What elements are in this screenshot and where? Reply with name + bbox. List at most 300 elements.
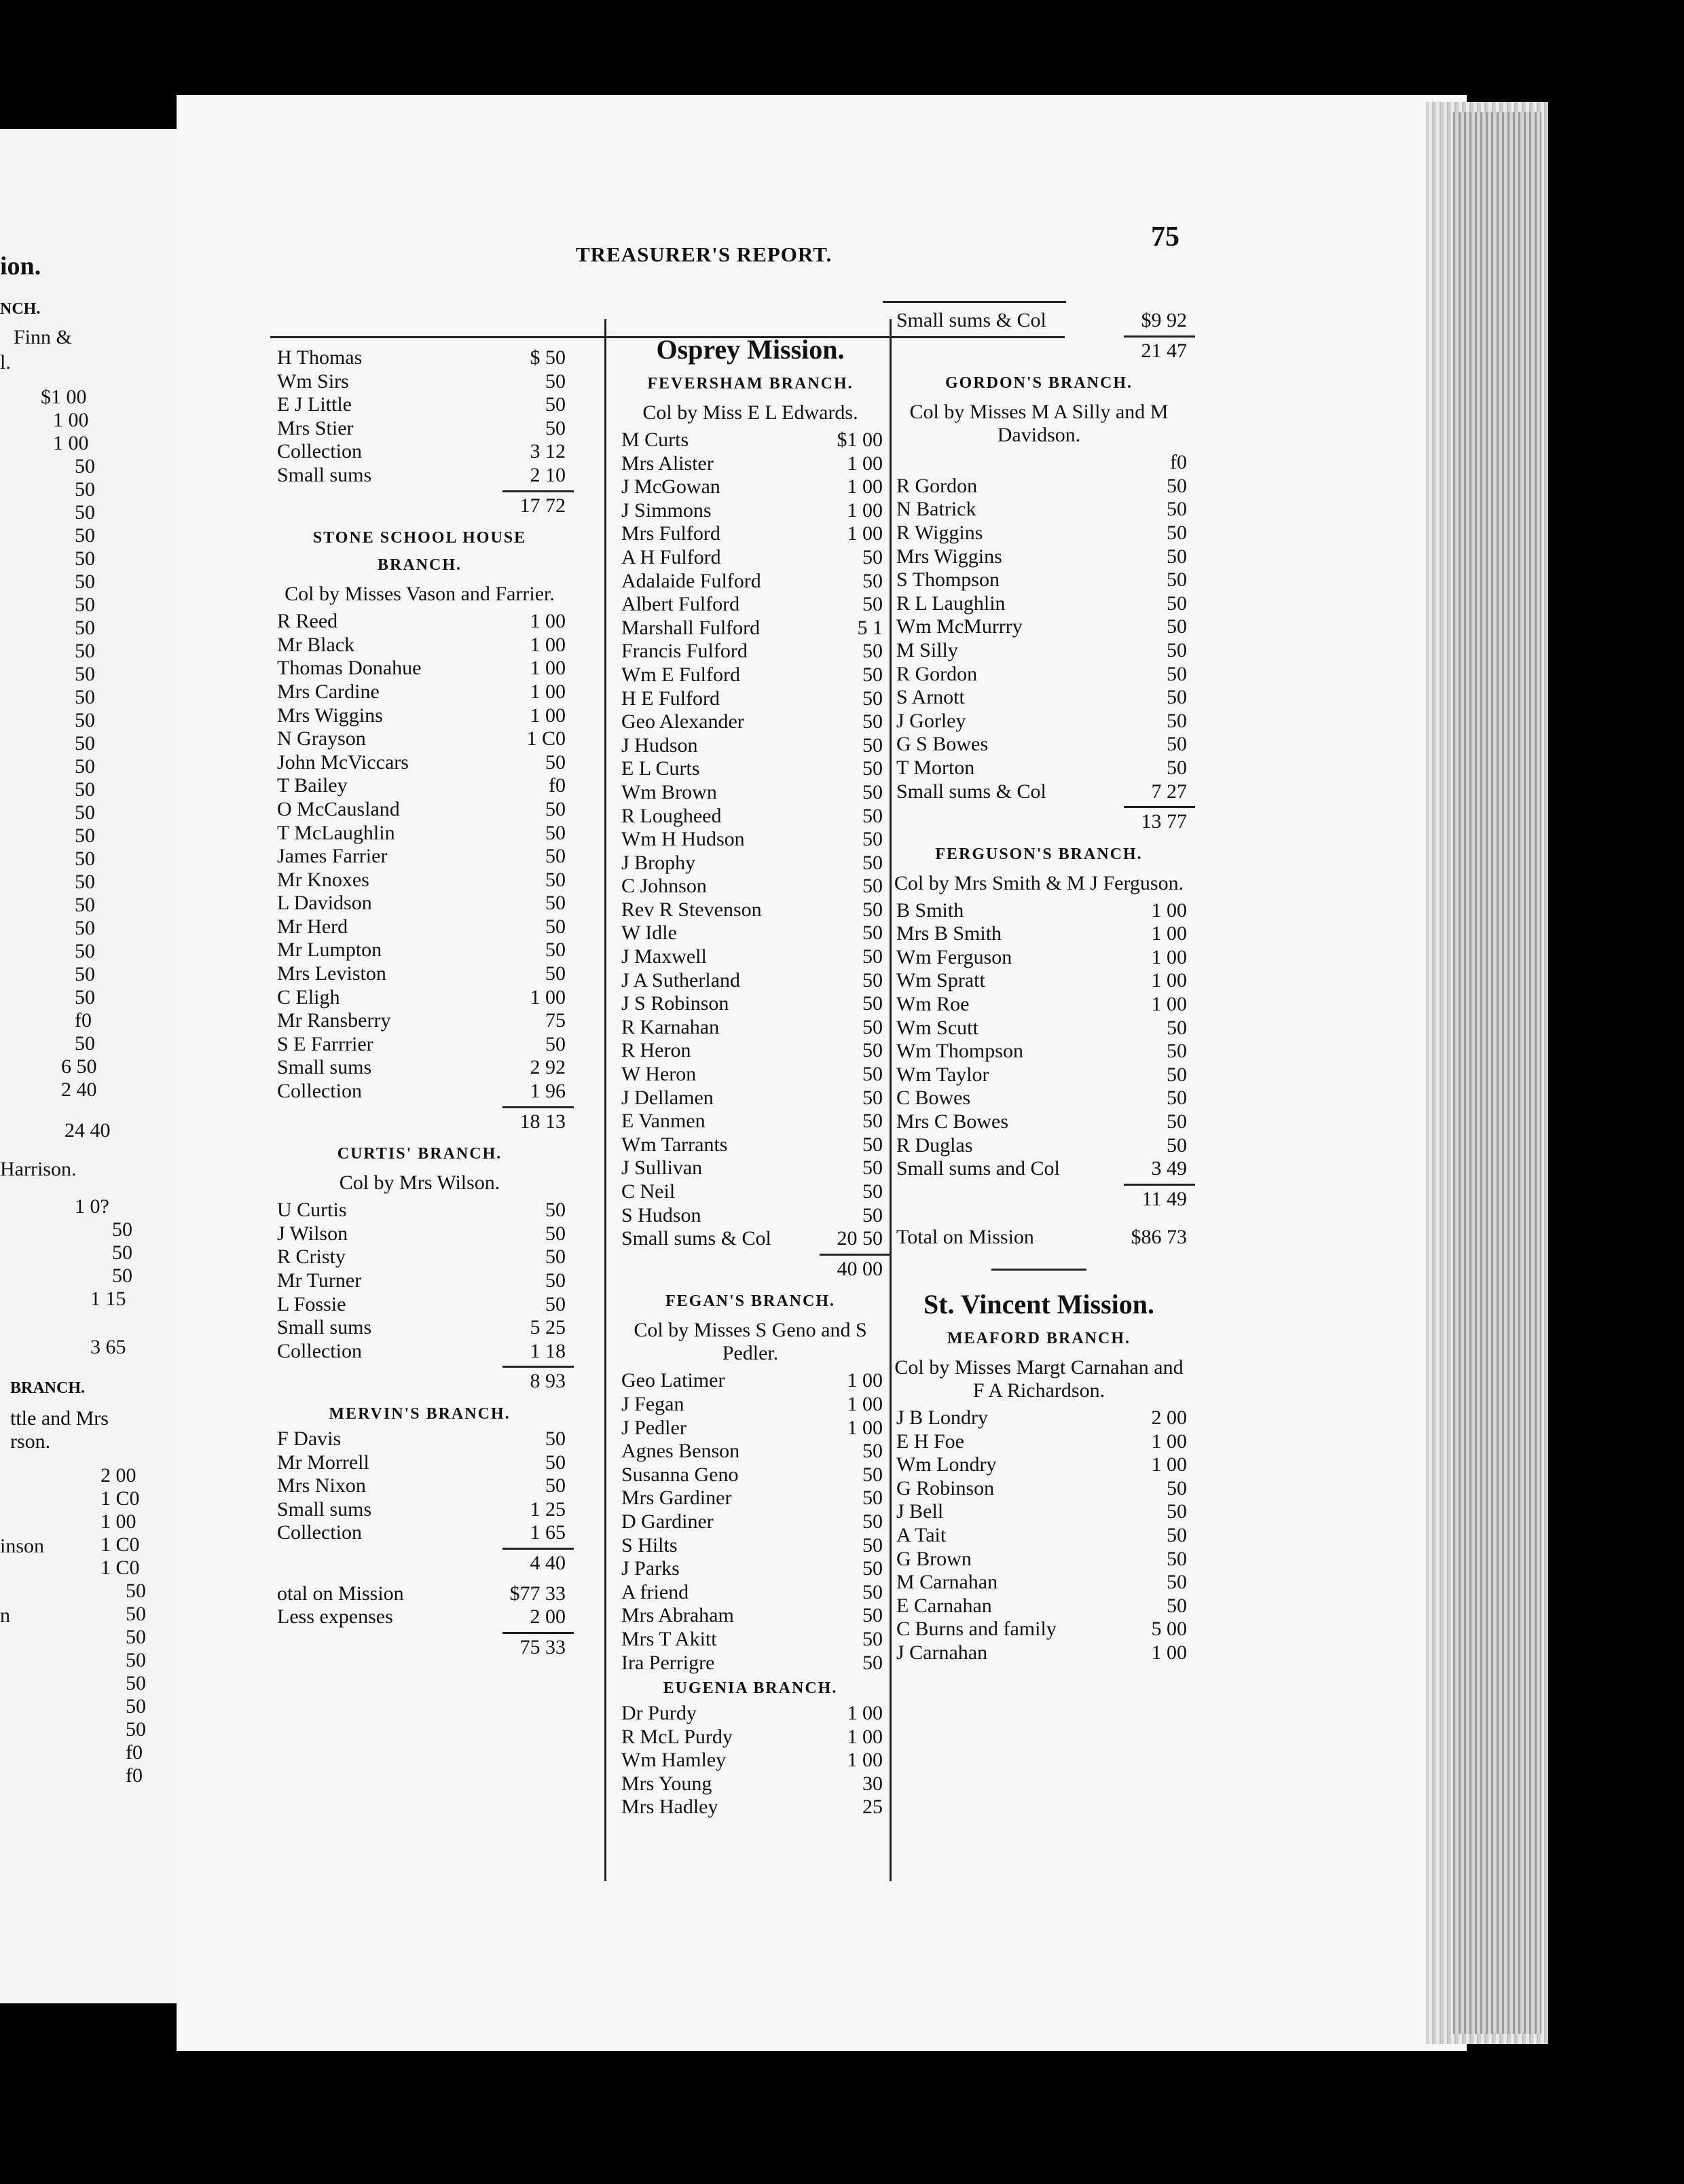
left-page-text: 50 — [126, 1649, 146, 1671]
left-page-text: 50 — [75, 755, 95, 778]
entry-row — [890, 1500, 1188, 1524]
entry-row — [270, 1474, 569, 1498]
entry-name: Ira Perrigre — [621, 1651, 715, 1674]
entry-amount: 2 00 — [1151, 1406, 1187, 1429]
entry-row — [615, 429, 886, 452]
subtotal-amount: 21 47 — [1141, 339, 1187, 362]
entry-row — [615, 1628, 886, 1652]
entry-row — [890, 522, 1188, 545]
entry-name: Rev R Stevenson — [621, 898, 762, 921]
entry-name: T McLaughlin — [277, 821, 395, 844]
entry-name: J Fegan — [621, 1392, 684, 1415]
entry-amount: 50 — [862, 1180, 883, 1203]
entry-name: J Brophy — [621, 851, 696, 874]
entry-row — [615, 452, 886, 476]
entry-amount: 1 00 — [1151, 969, 1187, 992]
subtotal-row — [270, 1110, 569, 1134]
column-divider-1 — [604, 319, 606, 1881]
entry-row — [615, 1749, 886, 1772]
entry-name: G Robinson — [896, 1476, 995, 1499]
entry-row — [890, 568, 1188, 592]
entry-amount: 50 — [545, 750, 566, 774]
entry-row — [615, 1604, 886, 1628]
collector-line: Col by Misses S Geno and S Pedler. — [634, 1319, 867, 1365]
entry-row — [615, 1557, 886, 1581]
subtotal-amount: 40 00 — [837, 1257, 883, 1280]
entry-amount: 1 18 — [530, 1339, 566, 1362]
entry-row — [890, 592, 1188, 616]
entry-amount: 50 — [1167, 1594, 1187, 1617]
entry-name: Wm Sirs — [277, 369, 349, 393]
entry-name: O McCausland — [277, 797, 400, 820]
entry-name: John McViccars — [277, 750, 409, 774]
entry-amount: 50 — [862, 687, 883, 710]
entry-row — [270, 1316, 569, 1340]
entry-name: Geo Alexander — [621, 710, 744, 733]
entry-amount: 50 — [1167, 1547, 1187, 1570]
entry-row — [615, 1204, 886, 1228]
subtotal-row — [270, 494, 569, 518]
entry-amount: 50 — [862, 710, 883, 733]
page-edges-inner — [1453, 112, 1541, 2034]
entry-name: Wm Taylor — [896, 1063, 989, 1086]
entry-name: Mr Knoxes — [277, 868, 369, 891]
entry-row — [615, 1440, 886, 1463]
left-page-text: 50 — [75, 709, 95, 731]
entry-name: Small sums & Col — [621, 1227, 771, 1250]
entry-row — [890, 639, 1188, 663]
entry-amount: 50 — [862, 968, 883, 991]
entry-name: Mrs C Bowes — [896, 1110, 1009, 1133]
entry-amount: 50 — [862, 780, 883, 803]
entry-row — [270, 1293, 569, 1317]
entry-name: Adalaide Fulford — [621, 569, 761, 592]
left-page-text: 50 — [75, 917, 95, 939]
entry-name: R Duglas — [896, 1133, 973, 1157]
left-page-text: 1 0? — [75, 1195, 109, 1218]
entry-row — [270, 346, 569, 370]
entry-row — [270, 1340, 569, 1364]
entry-amount: 50 — [545, 962, 566, 985]
section-rule — [991, 1269, 1086, 1271]
entry-amount: 50 — [545, 1245, 566, 1269]
entry-row — [615, 1157, 886, 1180]
left-page-text: Harrison. — [0, 1158, 77, 1180]
entry-amount: 50 — [545, 915, 566, 938]
entry-name: A friend — [621, 1580, 689, 1603]
left-page-text: 50 — [75, 455, 95, 477]
entry-row — [270, 751, 569, 775]
entry-amount: 50 — [862, 804, 883, 827]
entry-amount: 50 — [1167, 709, 1187, 732]
entry-name: C Neil — [621, 1180, 676, 1203]
entry-name: Collection — [277, 1521, 362, 1544]
entry-row — [615, 852, 886, 875]
left-page-text: 50 — [75, 848, 95, 870]
entry-amount: 1 C0 — [526, 727, 566, 750]
entry-name: J Pedler — [621, 1416, 687, 1439]
entry-row — [890, 1040, 1188, 1063]
entry-amount: 50 — [545, 1451, 566, 1474]
entry-row — [890, 922, 1188, 946]
entry-amount: 50 — [545, 892, 566, 915]
entry-amount: 50 — [862, 733, 883, 757]
header-rule-right — [883, 301, 1066, 303]
left-page-text: 50 — [75, 617, 95, 639]
left-page-text: $1 00 — [41, 386, 87, 408]
entry-row — [615, 1463, 886, 1487]
left-page-text: f0 — [126, 1764, 143, 1787]
left-page-text: l. — [0, 351, 11, 374]
entry-amount: 50 — [1167, 474, 1187, 497]
entry-name: R Cristy — [277, 1245, 346, 1269]
entry-name: Wm Brown — [621, 780, 717, 803]
entry-amount: 50 — [1167, 545, 1187, 568]
left-page-text: 2 00 — [100, 1464, 136, 1487]
entry-amount: $1 00 — [837, 429, 883, 451]
entry-amount: 50 — [1167, 1016, 1187, 1039]
entry-amount: 25 — [862, 1796, 883, 1819]
left-page-text: 50 — [112, 1218, 132, 1241]
entry-row — [615, 1227, 886, 1251]
entry-row — [615, 734, 886, 758]
entry-row — [270, 1498, 569, 1522]
entry-row — [890, 969, 1188, 993]
entry-amount: 1 00 — [847, 1392, 883, 1415]
entry-name: M Carnahan — [896, 1571, 998, 1594]
branch-heading: BRANCH. — [377, 556, 462, 575]
entry-name: U Curtis — [277, 1199, 347, 1222]
left-page-text: rson. — [10, 1430, 51, 1453]
entry-name: Less expenses — [277, 1605, 393, 1628]
entry-row — [270, 1056, 569, 1080]
left-page-text: ttle and Mrs — [10, 1407, 109, 1430]
entry-row — [615, 1726, 886, 1749]
entry-row — [890, 1571, 1188, 1595]
left-page-text: 50 — [75, 547, 95, 570]
entry-row — [615, 1652, 886, 1675]
entry-amount: 1 00 — [530, 985, 566, 1008]
entry-amount: 50 — [1167, 1133, 1187, 1157]
entry-row — [615, 1417, 886, 1440]
entry-name: W Heron — [621, 1063, 697, 1086]
entry-amount: 50 — [545, 369, 566, 393]
entry-amount: f0 — [1170, 451, 1187, 474]
entry-row — [615, 945, 886, 969]
entry-name: Wm Ferguson — [896, 945, 1012, 968]
entry-amount: 50 — [862, 663, 883, 686]
entry-name: J Bell — [896, 1500, 944, 1523]
entry-amount: 50 — [862, 1110, 883, 1133]
entry-name: Wm Scutt — [896, 1016, 978, 1039]
left-page-text: 50 — [75, 594, 95, 616]
left-page-text: Finn & — [14, 326, 72, 348]
left-page-text: 50 — [75, 686, 95, 708]
entry-amount: 2 10 — [530, 463, 566, 486]
entry-amount: 50 — [545, 416, 566, 439]
entry-row — [270, 962, 569, 986]
entry-name: E H Foe — [896, 1430, 964, 1453]
left-page-text: 50 — [112, 1241, 132, 1264]
left-page-text: 50 — [75, 940, 95, 962]
entry-row — [890, 475, 1188, 498]
subtotal-row — [890, 340, 1188, 363]
entry-name: J Gorley — [896, 709, 966, 732]
left-page-text: f0 — [126, 1741, 143, 1764]
entry-amount: 50 — [1167, 1476, 1187, 1499]
entry-name: R McL Purdy — [621, 1725, 733, 1748]
entry-name: E Carnahan — [896, 1594, 992, 1617]
entry-row — [890, 545, 1188, 569]
entry-amount: 50 — [1167, 1063, 1187, 1086]
entry-name: J Wilson — [277, 1222, 348, 1245]
entry-amount: 50 — [545, 939, 566, 962]
entry-row — [890, 1641, 1188, 1665]
page-number: 75 — [1151, 221, 1179, 253]
left-page-text: 50 — [75, 963, 95, 985]
entry-row — [270, 464, 569, 488]
entry-name: Wm E Fulford — [621, 663, 740, 686]
entry-amount: 50 — [862, 1487, 883, 1510]
entry-row — [615, 1087, 886, 1110]
entry-row — [890, 1110, 1188, 1134]
entry-amount: 50 — [862, 1440, 883, 1463]
entry-name: C Bowes — [896, 1087, 971, 1110]
entry-row — [890, 1134, 1188, 1158]
entry-name: W Idle — [621, 922, 677, 945]
entry-name: M Silly — [896, 638, 958, 661]
entry-name: Thomas Donahue — [277, 657, 422, 680]
entry-amount: 50 — [545, 1292, 566, 1315]
entry-name: R Heron — [621, 1039, 691, 1062]
entry-amount: 50 — [545, 1269, 566, 1292]
entry-amount: 50 — [862, 1203, 883, 1226]
entry-name: J S Robinson — [621, 992, 729, 1015]
left-page-text: f0 — [75, 1009, 92, 1032]
collector-line: Col by Misses Vason and Farrier. — [285, 583, 555, 606]
entry-amount: 5 25 — [530, 1316, 566, 1339]
entry-row — [270, 440, 569, 464]
entry-amount: 1 00 — [530, 633, 566, 656]
entry-row — [615, 1369, 886, 1393]
entry-name: L Davidson — [277, 892, 372, 915]
entry-row — [270, 892, 569, 915]
entry-amount: $86 73 — [1131, 1226, 1187, 1249]
entry-amount: 2 92 — [530, 1056, 566, 1079]
entry-amount: 50 — [862, 593, 883, 616]
entry-name: Francis Fulford — [621, 640, 748, 663]
entry-amount: 50 — [1167, 1087, 1187, 1110]
entry-row — [890, 899, 1188, 923]
entry-amount: 50 — [862, 1086, 883, 1109]
left-page-text: 50 — [126, 1695, 146, 1717]
entry-name: Small sums & Col — [896, 309, 1046, 331]
collector-line: Col by Mrs Smith & M J Ferguson. — [894, 871, 1184, 894]
entry-amount: 50 — [545, 1222, 566, 1245]
left-page-text: 50 — [126, 1580, 146, 1602]
entry-name: Wm Roe — [896, 993, 970, 1016]
entry-amount: 50 — [545, 1474, 566, 1497]
entry-name: M Curts — [621, 429, 689, 451]
entry-row — [270, 1451, 569, 1475]
left-page-text: 1 00 — [53, 409, 89, 431]
entry-name: S Hudson — [621, 1203, 701, 1226]
subtotal-rule — [1124, 1184, 1195, 1186]
entry-name: James Farrier — [277, 845, 388, 868]
entry-row — [615, 969, 886, 993]
entry-row — [615, 1581, 886, 1605]
entry-name: S Hilts — [621, 1533, 678, 1557]
entry-name: E J Little — [277, 393, 352, 416]
collector-line: Col by Misses Margt Carnahan and F A Richardson. — [894, 1356, 1184, 1402]
entry-amount: 50 — [1167, 615, 1187, 638]
subtotal-rule — [502, 490, 574, 492]
left-page-text: 50 — [75, 986, 95, 1008]
entry-row — [615, 992, 886, 1016]
entry-row — [615, 922, 886, 945]
entry-row — [890, 733, 1188, 757]
entry-amount: 50 — [545, 393, 566, 416]
entry-name: G Brown — [896, 1547, 972, 1570]
branch-heading: GORDON'S BRANCH. — [945, 374, 1133, 393]
entry-amount: 1 00 — [530, 680, 566, 703]
entry-row — [890, 1157, 1188, 1181]
left-page-text: 50 — [75, 871, 95, 893]
entry-row — [270, 774, 569, 798]
entry-name: Total on Mission — [896, 1226, 1034, 1249]
entry-row — [890, 946, 1188, 970]
entry-amount: 50 — [862, 1463, 883, 1486]
entry-name: F Davis — [277, 1427, 342, 1450]
entry-row — [615, 687, 886, 711]
entry-name: C Johnson — [621, 875, 707, 898]
entry-amount: 50 — [545, 797, 566, 820]
entry-amount: 50 — [862, 1651, 883, 1674]
entry-row — [615, 522, 886, 546]
left-page-text: 50 — [75, 501, 95, 524]
entry-amount: 50 — [862, 992, 883, 1015]
left-page-text: BRANCH. — [10, 1379, 86, 1397]
entry-amount: 1 00 — [847, 1725, 883, 1748]
collector-line: Col by Miss E L Edwards. — [642, 401, 858, 424]
entry-name: Mrs Alister — [621, 452, 714, 475]
entry-amount: 50 — [862, 1604, 883, 1627]
entry-row — [890, 615, 1188, 639]
entry-amount: 1 00 — [530, 657, 566, 680]
entry-amount: 1 00 — [1151, 922, 1187, 945]
entry-name: A H Fulford — [621, 545, 721, 568]
subtotal-rule — [1124, 806, 1195, 808]
entry-name: D Gardiner — [621, 1510, 714, 1533]
entry-amount: 50 — [862, 922, 883, 945]
entry-name: Mrs Gardiner — [621, 1487, 732, 1510]
entry-amount: 3 49 — [1151, 1157, 1187, 1180]
entry-amount: 1 00 — [847, 1369, 883, 1392]
column-1 — [270, 346, 569, 1666]
entry-row — [615, 499, 886, 523]
entry-amount: 1 65 — [530, 1521, 566, 1544]
entry-row — [270, 610, 569, 634]
entry-name: Wm Londry — [896, 1453, 997, 1476]
entry-name: Mrs Wiggins — [277, 704, 383, 727]
entry-row — [270, 1427, 569, 1451]
entry-amount: 1 00 — [1151, 1430, 1187, 1453]
entry-row — [890, 1226, 1188, 1250]
subtotal-rule — [1124, 335, 1195, 338]
entry-row — [270, 1033, 569, 1057]
entry-amount: 50 — [545, 845, 566, 868]
entry-amount: 50 — [1167, 1523, 1187, 1546]
collector-line: Col by Mrs Wilson. — [339, 1171, 500, 1195]
entry-row — [890, 780, 1188, 804]
entry-row — [615, 1039, 886, 1063]
entry-row — [270, 680, 569, 704]
entry-name: Albert Fulford — [621, 593, 740, 616]
entry-name: S Arnott — [896, 686, 965, 709]
entry-amount: 50 — [1167, 568, 1187, 592]
left-page-text: 2 40 — [61, 1078, 97, 1101]
entry-row — [890, 1618, 1188, 1641]
entry-row — [615, 546, 886, 570]
entry-row — [615, 1063, 886, 1087]
entry-amount: 75 — [545, 1009, 566, 1032]
entry-row — [615, 1510, 886, 1534]
entry-name: Mrs T Akitt — [621, 1627, 717, 1650]
entry-amount: 50 — [1167, 1040, 1187, 1063]
entry-row — [615, 875, 886, 898]
entry-row — [615, 805, 886, 829]
entry-name: Dr Purdy — [621, 1702, 697, 1725]
entry-amount: 50 — [545, 1427, 566, 1450]
entry-amount: 50 — [862, 1533, 883, 1557]
entry-name: Collection — [277, 1080, 362, 1103]
subtotal-rule — [502, 1548, 574, 1550]
entry-row — [890, 993, 1188, 1017]
entry-amount: 1 00 — [1151, 1453, 1187, 1476]
entry-amount: 5 00 — [1151, 1618, 1187, 1641]
entry-name: J Carnahan — [896, 1641, 988, 1664]
entry-amount: f0 — [549, 774, 566, 797]
entry-name: Mrs B Smith — [896, 922, 1002, 945]
entry-name: Wm Spratt — [896, 969, 985, 992]
subtotal-rule — [502, 1632, 574, 1634]
entry-amount: 50 — [862, 1627, 883, 1650]
entry-name: Mrs Cardine — [277, 680, 380, 703]
entry-name: J A Sutherland — [621, 968, 741, 991]
entry-amount: 50 — [1167, 592, 1187, 615]
entry-amount: 50 — [1167, 756, 1187, 779]
entry-row — [270, 1269, 569, 1293]
entry-amount: 2 00 — [530, 1605, 566, 1628]
entry-row — [270, 393, 569, 417]
entry-amount: 1 00 — [847, 452, 883, 475]
left-page-text: 50 — [75, 524, 95, 547]
entry-row — [615, 710, 886, 734]
entry-row — [615, 640, 886, 663]
entry-name: Mrs Young — [621, 1772, 712, 1795]
left-page-text: 3 65 — [90, 1336, 126, 1358]
entry-name: J Simmons — [621, 498, 712, 522]
entry-row — [615, 781, 886, 805]
subtotal-row — [890, 810, 1188, 834]
entry-row — [890, 1524, 1188, 1548]
entry-row — [890, 451, 1188, 475]
entry-name: R Wiggins — [896, 521, 983, 544]
left-page-text: 50 — [126, 1718, 146, 1741]
mission-heading: St. Vincent Mission. — [923, 1289, 1155, 1320]
entry-amount: 30 — [862, 1772, 883, 1795]
entry-name: Mr Turner — [277, 1269, 362, 1292]
